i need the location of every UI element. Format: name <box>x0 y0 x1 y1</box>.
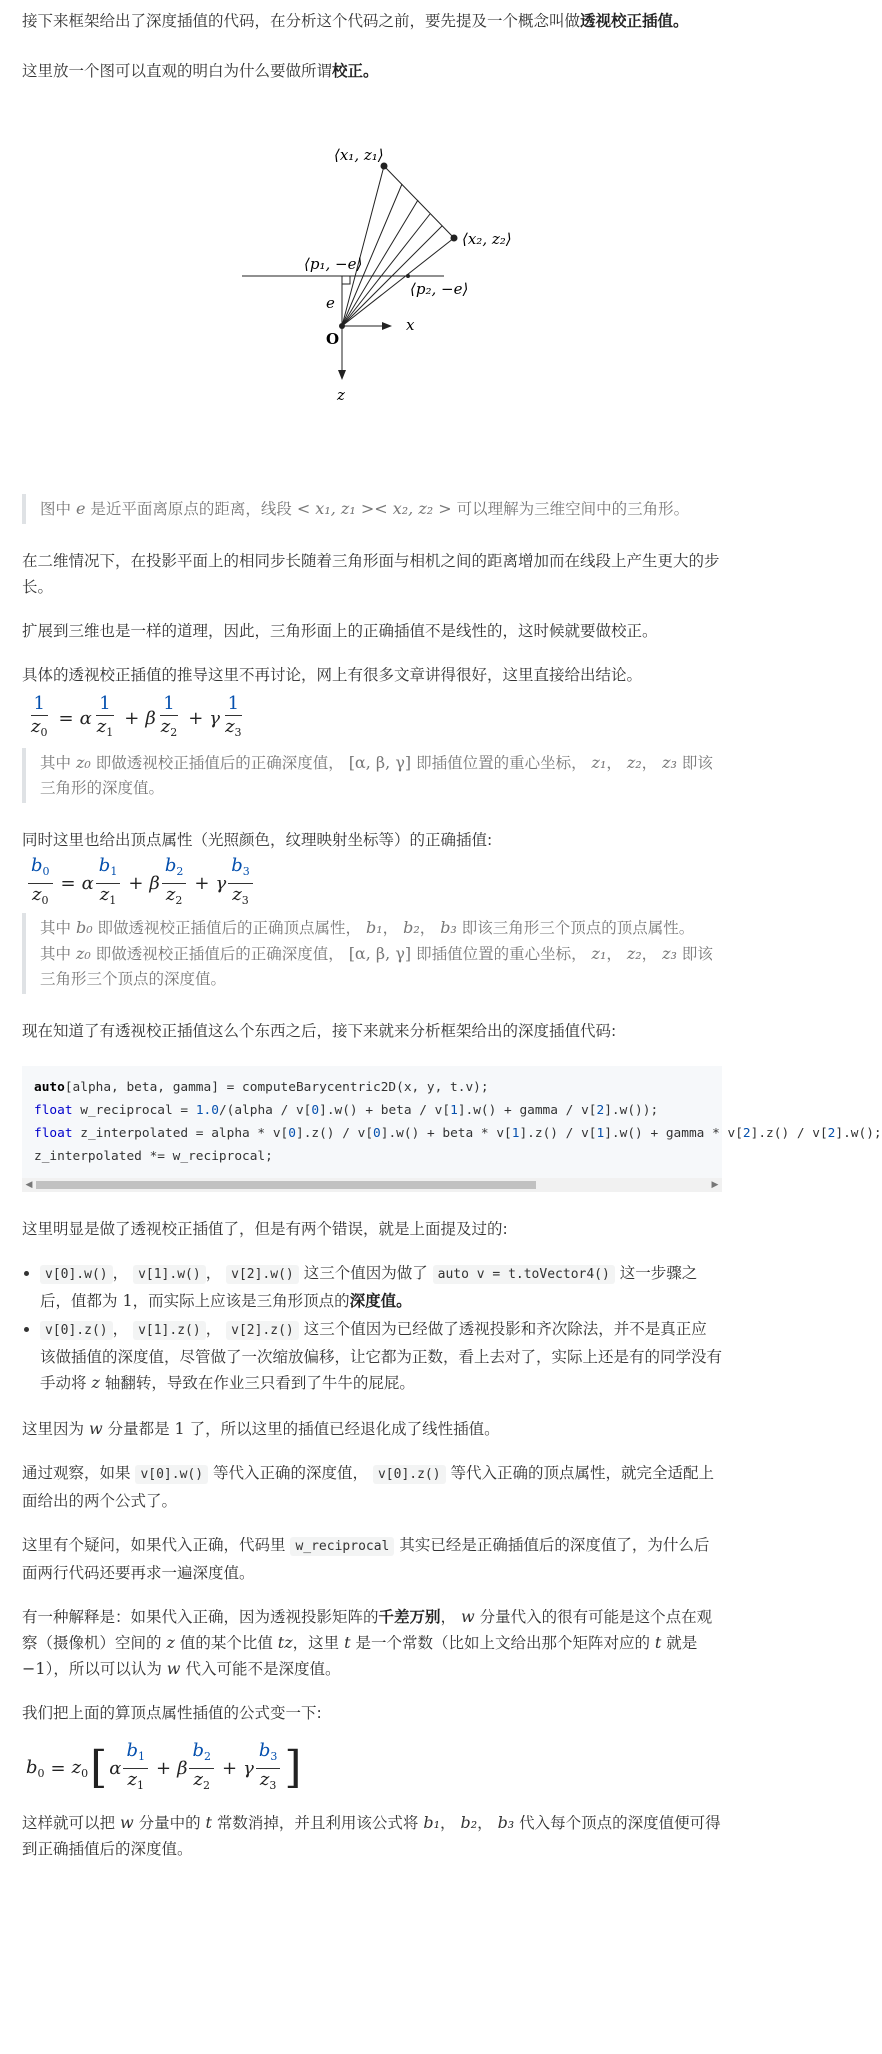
scroll-right-icon[interactable]: ▶ <box>711 1180 719 1190</box>
point-x2z2 <box>451 235 458 242</box>
x-axis-arrow <box>382 322 392 330</box>
depth-formula-quote: 其中 z₀ 即做透视校正插值后的正确深度值， [α, β, γ] 即插值位置的重心坐标， z₁， z₂， z₃ 即该三角形的深度值。 <box>22 748 722 803</box>
perspective-diagram <box>22 104 722 494</box>
formula-attribute: $\frac{b_0}{z_0}$ = α $\frac{b_1}{z_1}$ + β $\frac{b_2}{z_2}$ + γ $\frac{b_3}{z_3}$ <box>22 853 722 913</box>
intro-paragraph: 接下来框架给出了深度插值的代码，在分析这个代码之前，要先提及一个概念叫做透视校正插值。 <box>22 12 689 30</box>
paragraph-analyze-code: 现在知道了有透视校正插值这么个东西之后，接下来就来分析框架给出的深度插值代码: <box>22 1022 617 1040</box>
label-z: z <box>337 386 345 404</box>
ray-1 <box>342 166 384 326</box>
figure-caption-quote: 图中 e 是近平面离原点的距离，线段 < x₁, z₁ >< x₂, z₂ > 可以理解为三维空间中的三角形。 <box>22 494 722 524</box>
diagram-svg <box>222 104 522 484</box>
label-origin: O <box>326 330 340 348</box>
right-angle-mark <box>342 276 350 284</box>
paragraph-conclusion: 具体的透视校正插值的推导这里不再讨论，网上有很多文章讲得很好，这里直接给出结论。 <box>22 666 643 684</box>
formula-depth: $\frac{1}{z_0}$ = α $\frac{1}{z_1}$ + β $\frac{1}{z_2}$ + γ $\frac{1}{z_3}$ <box>31 692 242 739</box>
paragraph-explanation: 有一种解释是：如果代入正确，因为透视投影矩阵的千差万别， w 分量代入的很有可能是这个点在观察（摄像机）空间的 z 值的某个比值 tz，这里 t 是一个常数（比如上文给出那个矩阵对应的 t 就是 −1），所以可以认为 w 代入可能不是深度值。 <box>22 1607 713 1678</box>
paragraph-2d-case: 在二维情况下，在投影平面上的相同步长随着三角形面与相机之间的距离增加而在线段上产生更大的步长。 <box>22 552 720 596</box>
code-block[interactable] <box>22 1066 882 1192</box>
paragraph-final: 这样就可以把 w 分量中的 t 常数消掉，并且利用该公式将 b₁， b₂， b₃ 代入每个顶点的深度值便可得到正确插值后的深度值。 <box>22 1813 721 1858</box>
z-axis-arrow <box>338 370 346 380</box>
label-x1z1: ⟨x₁, z₁⟩ <box>334 146 384 164</box>
list-item: • v[0].z() ， v[1].z() ， v[2].z() 这三个值因为已经做了透视投影和齐次除法，并不是真正应该做插值的深度值，尽管做了一次缩放偏移，让它都为正数，看上去对了，实际上还是有的同学没有手动将 z 轴翻转，导致在作业三只看到了牛牛的屁屁。 <box>40 1316 722 1396</box>
point-p2 <box>406 274 410 278</box>
paragraph-3d-case: 扩展到三维也是一样的道理，因此，三角形面上的正确插值不是线性的，这时候就要做校正。 <box>22 622 658 640</box>
paragraph-two-errors: 这里明显是做了透视校正插值了，但是有两个错误，就是上面提及过的: <box>22 1220 508 1238</box>
scroll-left-icon[interactable]: ◀ <box>25 1180 33 1190</box>
paragraph-reformulate: 我们把上面的算顶点属性插值的公式变一下: <box>22 1704 322 1722</box>
scrollbar-thumb[interactable] <box>36 1181 536 1189</box>
list-item: • v[0].w() ， v[1].w() ， v[2].w() 这三个值因为做了 auto v = t.toVector4() 这一步骤之后，值都为 1，而实际上应该是三角形顶点的深度值。 <box>40 1260 722 1314</box>
label-x: x <box>406 316 415 334</box>
formula-reformulated: $b_0$ = $z_0$ [ α $\frac{b_1}{z_1}$ + β $\frac{b_2}{z_2}$ + γ $\frac{b_3}{z_3}$ ] <box>26 1739 302 1793</box>
paragraph-question: 这里有个疑问，如果代入正确，代码里 w_reciprocal 其实已经是正确插值后的深度值了，为什么后面两行代码还要再求一遍深度值。 <box>22 1536 710 1582</box>
error-list <box>22 1260 722 1396</box>
term-perspective-correct: 透视校正插值。 <box>580 12 689 30</box>
point-origin <box>339 323 345 329</box>
label-p1e: ⟨p₁, −e⟩ <box>304 255 363 273</box>
attribute-formula-quote: 其中 b₀ 即做透视校正插值后的正确顶点属性， b₁， b₂， b₃ 即该三角形三个顶点的顶点属性。 其中 z₀ 即做透视校正插值后的正确深度值， [α, β, γ] 即插值位置的重心坐标， z₁， z₂， z₃ 即该三角形三个顶点的深度值。 <box>22 913 722 994</box>
code-content: auto[alpha, beta, gamma] = computeBarycentric2D(x, y, t.v); float w_reciprocal = 1.0/(alpha / v[0].w() + beta / v[1].w() + gamma / v[2].w()); float z_interpolated = alpha * v[0].z() / v[0].w() + beta * v[1].z() / v[1].w() + gamma * v[2].z() / v[2].w(); z_interpolated *= w_reciprocal; <box>34 1080 882 1164</box>
label-x2z2: ⟨x₂, z₂⟩ <box>462 230 512 248</box>
paragraph-vertex-attributes: 同时这里也给出顶点属性（光照颜色，纹理映射坐标等）的正确插值: <box>22 831 493 849</box>
code-horizontal-scrollbar[interactable] <box>22 1178 722 1192</box>
label-e: e <box>326 294 335 312</box>
label-p2e: ⟨p₂, −e⟩ <box>410 280 469 298</box>
figure-intro-paragraph: 这里放一个图可以直观的明白为什么要做所谓校正。 <box>22 62 379 80</box>
paragraph-linear: 这里因为 w 分量都是 1 了，所以这里的插值已经退化成了线性插值。 <box>22 1419 500 1438</box>
paragraph-observation: 通过观察，如果 v[0].w() 等代入正确的深度值， v[0].z() 等代入正确的顶点属性，就完全适配上面给出的两个公式了。 <box>22 1464 715 1510</box>
